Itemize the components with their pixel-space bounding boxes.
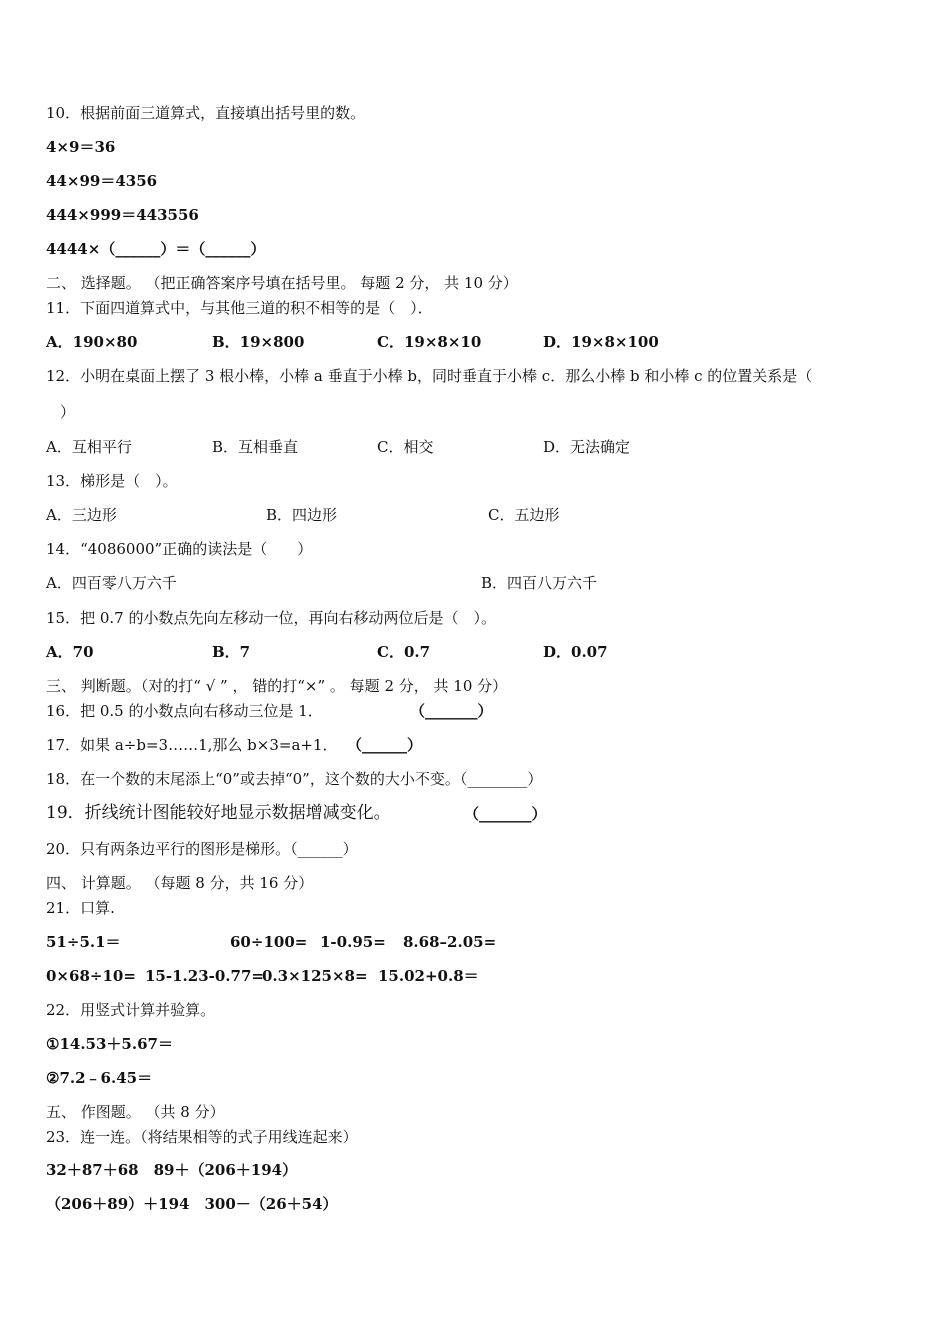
- q15-option-a: A．70: [46, 643, 94, 661]
- q11-option-a: A．190×80: [46, 333, 138, 351]
- q20-statement: 20．只有两条边平行的图形是梯形。（______）: [46, 840, 358, 858]
- q13-option-c: C．五边形: [488, 506, 560, 524]
- q12-option-b: B．互相垂直: [212, 438, 299, 456]
- q11-option-b: B．19×800: [212, 333, 305, 351]
- q21-r2-c4: 15.02+0.8＝: [378, 967, 479, 985]
- q10-eq3: 444×999＝443556: [46, 206, 199, 224]
- q10-eq2: 44×99＝4356: [46, 172, 158, 190]
- q16-blank: （_______）: [410, 702, 493, 720]
- q11-option-c: C．19×8×10: [377, 333, 482, 351]
- q22-stem: 22．用竖式计算并验算。: [46, 1001, 216, 1019]
- q21-r2-c3: 0.3×125×8=: [262, 967, 368, 985]
- q23-row1: 32＋87＋68 89＋（206＋194）: [46, 1161, 298, 1179]
- q15-option-b: B．7: [212, 643, 251, 661]
- q21-stem: 21．口算.: [46, 899, 115, 917]
- q12-option-c: C．相交: [377, 438, 434, 456]
- q14-option-a: A．四百零八万六千: [46, 574, 177, 592]
- q18-statement: 18．在一个数的末尾添上“0”或去掉“0”，这个数的大小不变。（________）: [46, 770, 543, 788]
- q16-stem: 16．把 0.5 的小数点向右移动三位是 1．: [46, 702, 323, 720]
- q22-part2: ②7.2﹣6.45＝: [46, 1069, 153, 1087]
- q21-r1-c1: 51÷5.1＝: [46, 933, 121, 951]
- q13-stem: 13．梯形是（ ）。: [46, 472, 178, 490]
- q19-stem: 19．折线统计图能较好地显示数据增减变化。: [46, 803, 391, 823]
- section3-heading: 三、 判断题。（对的打“ √ ” ， 错的打“×” 。 每题 2 分， 共 10 分）: [46, 677, 508, 695]
- q14-stem: 14．“4086000”正确的读法是（ ）: [46, 540, 313, 558]
- q10-eq1: 4×9＝36: [46, 138, 116, 156]
- q17-blank: （______）: [347, 736, 423, 754]
- q12-stem-cont: ）: [60, 403, 76, 421]
- q11-option-d: D．19×8×100: [543, 333, 659, 351]
- q13-option-b: B．四边形: [266, 506, 338, 524]
- q10-stem: 10．根据前面三道算式，直接填出括号里的数。: [46, 104, 366, 122]
- section4-heading: 四、 计算题。 （每题 8 分，共 16 分）: [46, 874, 314, 892]
- q22-part1: ①14.53＋5.67＝: [46, 1035, 173, 1053]
- q13-option-a: A．三边形: [46, 506, 117, 524]
- q21-r2-c1: 0×68÷10=: [46, 967, 136, 985]
- q15-stem: 15．把 0.7 的小数点先向左移动一位，再向右移动两位后是（ ）。: [46, 609, 496, 627]
- q14-option-b: B．四百八万六千: [481, 574, 598, 592]
- q21-r2-c2: 15-1.23-0.77=: [145, 967, 264, 985]
- q21-r1-c4: 8.68–2.05=: [403, 933, 497, 951]
- q19-blank: （_______）: [464, 805, 547, 823]
- q17-stem: 17．如果 a÷b=3……1,那么 b×3=a+1．: [46, 736, 338, 754]
- q21-r1-c2: 60÷100=: [230, 933, 308, 951]
- q12-stem: 12．小明在桌面上摆了 3 根小棒，小棒 a 垂直于小棒 b，同时垂直于小棒 c．那么小棒 b 和小棒 c 的位置关系是（: [46, 367, 813, 385]
- section2-heading: 二、 选择题。 （把正确答案序号填在括号里。 每题 2 分， 共 10 分）: [46, 274, 518, 292]
- q15-option-c: C．0.7: [377, 643, 431, 661]
- q21-r1-c3: 1-0.95=: [320, 933, 386, 951]
- q23-row2: （206＋89）＋194 300－（26＋54）: [46, 1195, 338, 1213]
- q23-stem: 23．连一连。（将结果相等的式子用线连起来）: [46, 1128, 358, 1146]
- q11-stem: 11．下面四道算式中，与其他三道的积不相等的是（ ）．: [46, 299, 433, 317]
- q15-option-d: D．0.07: [543, 643, 608, 661]
- section5-heading: 五、 作图题。 （共 8 分）: [46, 1103, 225, 1121]
- q10-eq4: 4444×（______）＝（______）: [46, 240, 266, 258]
- q12-option-a: A．互相平行: [46, 438, 132, 456]
- q12-option-d: D．无法确定: [543, 438, 631, 456]
